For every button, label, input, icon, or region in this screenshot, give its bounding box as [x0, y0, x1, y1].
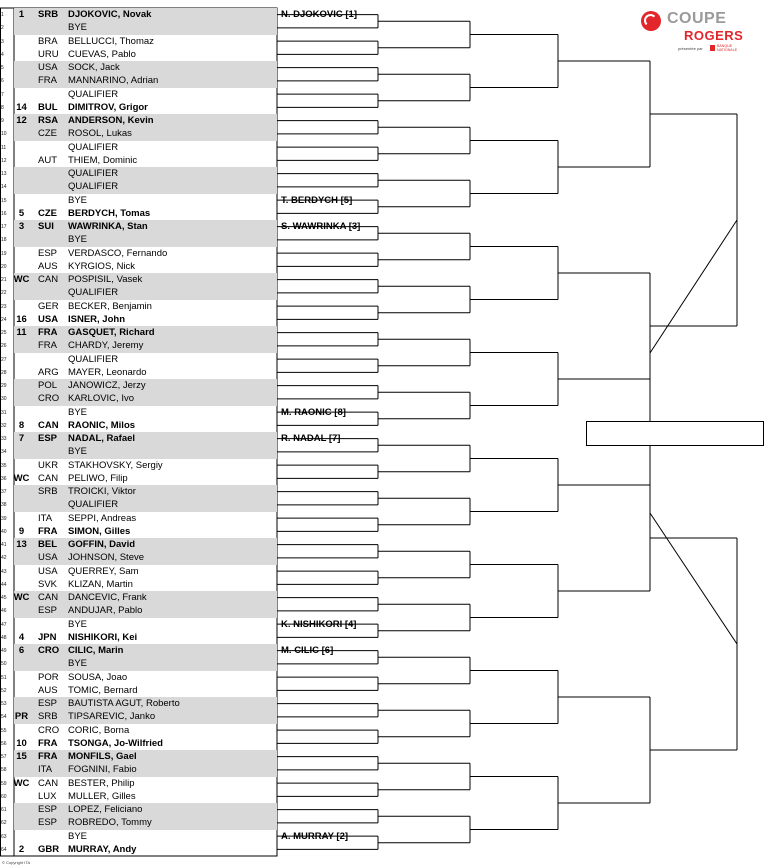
row-shading — [14, 180, 277, 193]
player-name: QUALIFIER — [68, 499, 119, 511]
final-line — [650, 220, 737, 353]
draw-entry-row — [0, 48, 277, 61]
tennis-ball-icon — [641, 11, 661, 31]
player-name: KLIZAN, Martin — [68, 578, 133, 590]
player-name: QUALIFIER — [68, 287, 119, 299]
draw-position: 61 — [1, 807, 7, 813]
draw-position: 10 — [1, 131, 7, 138]
draw-entry-row — [0, 167, 277, 180]
country-code: GER — [38, 300, 59, 312]
draw-entry-row — [0, 485, 277, 498]
row-shading — [14, 233, 277, 246]
player-name: BYE — [68, 194, 88, 206]
draw-position: 53 — [1, 701, 7, 707]
country-code: CZE — [38, 207, 57, 219]
player-name: DIMITROV, Grigor — [68, 101, 148, 113]
draw-position: 27 — [1, 356, 7, 363]
country-code: SRB — [38, 9, 59, 20]
draw-position: 25 — [1, 330, 7, 336]
draw-entry-row — [0, 830, 277, 843]
seed: 16 — [16, 313, 27, 325]
draw-entry-row — [0, 724, 277, 737]
player-name: GASQUET, Richard — [68, 327, 155, 338]
draw-entry-row — [0, 61, 277, 74]
player-name: QUERREY, Sam — [68, 565, 139, 577]
country-code: JPN — [38, 631, 57, 643]
seed: PR — [14, 711, 29, 723]
player-name: SOCK, Jack — [68, 62, 120, 73]
draw-position: 34 — [1, 449, 7, 456]
draw-entry-row — [0, 604, 277, 617]
player-name: QUALIFIER — [68, 88, 119, 100]
player-name: SOUSA, Joao — [68, 671, 128, 683]
draw-position: 1 — [1, 12, 4, 18]
draw-entry-row — [0, 101, 277, 114]
draw-entry-row — [0, 565, 277, 578]
draw-entry-row — [0, 578, 277, 591]
player-name: MANNARINO, Adrian — [68, 75, 159, 87]
draw-entry-row — [0, 459, 277, 472]
draw-entry-row — [0, 233, 277, 246]
country-code: CAN — [38, 592, 59, 603]
player-name: POSPISIL, Vasek — [68, 274, 143, 285]
draw-position: 21 — [1, 277, 7, 283]
country-code: FRA — [38, 327, 58, 338]
player-name: ROBREDO, Tommy — [68, 817, 152, 829]
country-code: USA — [38, 313, 59, 325]
draw-position: 64 — [1, 846, 7, 853]
player-name: QUALIFIER — [68, 168, 119, 179]
draw-entry-row — [0, 313, 277, 326]
quarterfinalist-label: K. NISHIKORI [4] — [281, 618, 357, 630]
player-name: TSONGA, Jo-Wilfried — [68, 737, 163, 749]
draw-entry-row — [0, 88, 277, 101]
player-name: NISHIKORI, Kei — [68, 631, 138, 643]
country-code: BRA — [38, 35, 58, 47]
player-name: RAONIC, Milos — [68, 419, 136, 431]
player-name: THIEM, Dominic — [68, 154, 138, 166]
seed: 13 — [16, 539, 27, 550]
seed: 4 — [18, 631, 25, 643]
draw-position: 50 — [1, 661, 7, 668]
draw-entry-row — [0, 777, 277, 790]
draw-entry-row — [0, 194, 277, 207]
draw-entry-row — [0, 300, 277, 313]
country-code: FRA — [38, 525, 58, 537]
country-code: BEL — [38, 539, 57, 550]
draw-position: 29 — [1, 383, 7, 389]
seed: 15 — [16, 751, 27, 762]
country-code: AUS — [38, 684, 58, 696]
country-code: SRB — [38, 486, 58, 497]
draw-entry-row — [0, 432, 277, 445]
country-code: FRA — [38, 340, 57, 352]
draw-position: 19 — [1, 250, 7, 257]
row-shading — [14, 167, 277, 180]
player-name: NADAL, Rafael — [68, 433, 136, 444]
row-shading — [14, 286, 277, 299]
country-code: USA — [38, 565, 58, 577]
country-code: CAN — [38, 777, 59, 789]
quarterfinalist-label: M. CILIC [6] — [281, 645, 334, 656]
seed: 11 — [16, 327, 27, 338]
draw-entry-row — [0, 127, 277, 140]
quarterfinalist-label: N. DJOKOVIC [1] — [281, 9, 358, 20]
country-code: CAN — [38, 472, 59, 484]
country-code: ESP — [38, 804, 58, 815]
player-name: CILIC, Marin — [68, 645, 124, 656]
country-code: CRO — [38, 393, 60, 405]
country-code: AUS — [38, 260, 58, 272]
player-name: MULLER, Gilles — [68, 790, 136, 802]
draw-position: 48 — [1, 634, 7, 641]
draw-entry-row — [0, 74, 277, 87]
draw-position: 43 — [1, 568, 7, 575]
draw-entry-row — [0, 247, 277, 260]
country-code: RSA — [38, 115, 59, 126]
player-name: ROSOL, Lukas — [68, 128, 132, 140]
draw-entry-row — [0, 326, 277, 339]
player-name: TROICKI, Viktor — [68, 486, 136, 497]
draw-position: 9 — [1, 118, 4, 124]
draw-position: 23 — [1, 303, 7, 310]
player-name: PELIWO, Filip — [68, 472, 128, 484]
draw-entry-row — [0, 220, 277, 233]
country-code: CAN — [38, 419, 59, 431]
player-name: MONFILS, Gael — [68, 751, 137, 762]
draw-entry-row — [0, 591, 277, 604]
draw-entry-row — [0, 207, 277, 220]
draw-position: 5 — [1, 65, 4, 71]
draw-entry-row — [0, 498, 277, 511]
draw-entry-row — [0, 790, 277, 803]
seed: 5 — [18, 207, 25, 219]
country-code: SRB — [38, 711, 58, 723]
draw-position: 58 — [1, 767, 7, 774]
logo-line-2: ROGERS — [684, 28, 744, 43]
country-code: ESP — [38, 817, 58, 829]
logo-line-1: COUPE — [667, 10, 727, 27]
draw-position: 56 — [1, 740, 7, 747]
draw-position: 59 — [1, 780, 7, 787]
player-name: QUALIFIER — [68, 181, 119, 193]
draw-entry-row — [0, 671, 277, 684]
quarterfinalist-label: M. RAONIC [8] — [281, 406, 346, 418]
seed: 6 — [18, 645, 25, 656]
draw-entry-row — [0, 260, 277, 273]
draw-position: 16 — [1, 210, 7, 217]
draw-position: 45 — [1, 595, 7, 601]
country-code: CRO — [38, 645, 60, 656]
draw-position: 46 — [1, 608, 7, 615]
seed: 14 — [16, 101, 27, 113]
player-name: JOHNSON, Steve — [68, 552, 145, 564]
draw-entry-row — [0, 631, 277, 644]
quarterfinalist-label: S. WAWRINKA [3] — [281, 221, 361, 232]
seed: WC — [13, 274, 30, 285]
country-code: FRA — [38, 737, 58, 749]
country-code: SVK — [38, 578, 58, 590]
draw-position: 35 — [1, 462, 7, 469]
draw-position: 38 — [1, 502, 7, 509]
draw-position: 40 — [1, 528, 7, 535]
country-code: SUI — [38, 221, 54, 232]
draw-entry-row — [0, 737, 277, 750]
player-name: STAKHOVSKY, Sergiy — [68, 459, 163, 471]
player-name: DJOKOVIC, Novak — [68, 9, 152, 20]
draw-position: 36 — [1, 475, 7, 482]
bank-flag-icon — [710, 45, 715, 51]
player-name: GOFFIN, David — [68, 539, 136, 550]
player-name: ANDUJAR, Pablo — [68, 605, 143, 617]
draw-position: 51 — [1, 674, 7, 681]
player-name: CUEVAS, Pablo — [68, 48, 136, 60]
row-shading — [14, 657, 277, 670]
seed: 8 — [18, 419, 25, 431]
quarterfinalist-label: T. BERDYCH [5] — [281, 194, 353, 206]
player-name: BESTER, Philip — [68, 777, 135, 789]
player-name: BYE — [68, 618, 88, 630]
player-name: SEPPI, Andreas — [68, 512, 137, 524]
draw-entry-row — [0, 286, 277, 299]
draw-position: 6 — [1, 78, 4, 85]
draw-entry-row — [0, 618, 277, 631]
row-shading — [14, 445, 277, 458]
draw-position: 2 — [1, 25, 4, 32]
quarterfinalist-label: R. NADAL [7] — [281, 433, 341, 444]
draw-entry-row — [0, 525, 277, 538]
country-code: USA — [38, 62, 58, 73]
draw-position: 54 — [1, 714, 7, 721]
draw-position: 60 — [1, 793, 7, 800]
country-code: POR — [38, 671, 59, 683]
player-name: QUALIFIER — [68, 141, 119, 153]
player-name: BYE — [68, 446, 88, 458]
country-code: CZE — [38, 128, 57, 140]
seed: WC — [13, 472, 30, 484]
country-code: FRA — [38, 75, 57, 87]
draw-position: 37 — [1, 489, 7, 495]
draw-position: 20 — [1, 263, 7, 270]
draw-entry-row — [0, 472, 277, 485]
draw-position: 14 — [1, 184, 7, 191]
draw-entry-row — [0, 180, 277, 193]
player-name: JANOWICZ, Jerzy — [68, 380, 146, 391]
draw-entry-row — [0, 21, 277, 34]
draw-position: 52 — [1, 687, 7, 694]
draw-position: 3 — [1, 38, 4, 45]
seed: 9 — [18, 525, 25, 537]
draw-entry-row — [0, 35, 277, 48]
country-code: UKR — [38, 459, 59, 471]
row-shading — [14, 21, 277, 34]
quarterfinalist-label: A. MURRAY [2] — [281, 830, 349, 842]
draw-entry-row — [0, 750, 277, 763]
player-name: CHARDY, Jeremy — [68, 340, 144, 352]
seed: 3 — [18, 221, 25, 232]
draw-entry-row — [0, 154, 277, 167]
country-code: CRO — [38, 724, 60, 736]
player-name: KYRGIOS, Nick — [68, 260, 136, 272]
draw-position: 26 — [1, 343, 7, 350]
logo-presented: présentée par — [678, 46, 703, 51]
player-name: ISNER, John — [68, 313, 126, 325]
draw-entry-row — [0, 538, 277, 551]
country-code: CAN — [38, 274, 59, 285]
draw-position: 7 — [1, 91, 4, 98]
draw-position: 63 — [1, 833, 7, 840]
player-name: MAYER, Leonardo — [68, 366, 147, 378]
player-name: CORIC, Borna — [68, 724, 130, 736]
player-name: BERDYCH, Tomas — [68, 207, 151, 219]
player-name: BYE — [68, 406, 88, 418]
draw-entry-row — [0, 273, 277, 286]
draw-position: 22 — [1, 290, 7, 297]
country-code: ARG — [38, 366, 59, 378]
draw-entry-row — [0, 644, 277, 657]
draw-entry-row — [0, 816, 277, 829]
draw-position: 32 — [1, 422, 7, 429]
draw-position: 57 — [1, 754, 7, 760]
draw-position: 44 — [1, 581, 7, 588]
logo-bank: BANQUE NATIONALE — [717, 44, 738, 52]
player-name: TOMIC, Bernard — [68, 684, 138, 696]
draw-entry-row — [0, 366, 277, 379]
champion-box — [586, 421, 764, 446]
draw-entry-row — [0, 843, 277, 856]
draw-position: 4 — [1, 51, 4, 58]
player-name: BYE — [68, 830, 88, 842]
draw-entry-row — [0, 392, 277, 405]
seed: WC — [13, 592, 30, 603]
draw-position: 62 — [1, 820, 7, 827]
seed: 2 — [18, 843, 25, 855]
draw-entry-row — [0, 379, 277, 392]
player-name: BYE — [68, 234, 88, 246]
country-code: GBR — [38, 843, 60, 855]
draw-position: 28 — [1, 369, 7, 376]
country-code: ITA — [38, 764, 53, 776]
draw-position: 42 — [1, 555, 7, 562]
draw-position: 49 — [1, 648, 7, 654]
seed: 10 — [16, 737, 27, 749]
draw-position: 24 — [1, 316, 7, 323]
player-name: BYE — [68, 22, 88, 34]
player-name: BECKER, Benjamin — [68, 300, 152, 312]
draw-entry-row — [0, 406, 277, 419]
draw-entry-row — [0, 684, 277, 697]
draw-position: 17 — [1, 224, 7, 230]
draw-entry-row — [0, 114, 277, 127]
player-name: MURRAY, Andy — [68, 843, 137, 855]
player-name: ANDERSON, Kevin — [68, 115, 154, 126]
player-name: LOPEZ, Feliciano — [68, 804, 143, 815]
country-code: USA — [38, 552, 58, 564]
draw-position: 18 — [1, 237, 7, 244]
player-name: TIPSAREVIC, Janko — [68, 711, 156, 723]
draw-entry-row — [0, 763, 277, 776]
seed: WC — [13, 777, 30, 789]
player-name: SIMON, Gilles — [68, 525, 131, 537]
draw-entry-row — [0, 697, 277, 710]
country-code: URU — [38, 48, 59, 60]
player-name: QUALIFIER — [68, 353, 119, 365]
draw-entry-row — [0, 657, 277, 670]
draw-position: 11 — [1, 144, 7, 151]
draw-position: 41 — [1, 542, 7, 548]
row-shading — [14, 498, 277, 511]
country-code: ESP — [38, 433, 58, 444]
player-name: KARLOVIC, Ivo — [68, 393, 134, 405]
coupe-rogers-logo — [640, 8, 760, 60]
country-code: ESP — [38, 698, 58, 709]
draw-entry-row — [0, 512, 277, 525]
country-code: FRA — [38, 751, 58, 762]
player-name: DANCEVIC, Frank — [68, 592, 147, 603]
draw-entry-row — [0, 353, 277, 366]
country-code: ITA — [38, 512, 53, 524]
country-code: ESP — [38, 247, 58, 259]
player-name: BYE — [68, 658, 88, 670]
draw-position: 33 — [1, 436, 7, 442]
draw-entry-row — [0, 803, 277, 816]
seed: 1 — [18, 9, 25, 20]
player-name: VERDASCO, Fernando — [68, 247, 168, 259]
final-line — [650, 513, 737, 644]
player-name: FOGNINI, Fabio — [68, 764, 137, 776]
draw-position: 8 — [1, 104, 4, 111]
country-code: ESP — [38, 605, 58, 617]
copyright-footer: © Copyright ITA — [2, 860, 31, 865]
draw-entry-row — [0, 8, 277, 21]
country-code: POL — [38, 380, 58, 391]
country-code: AUT — [38, 154, 57, 166]
draw-position: 13 — [1, 171, 7, 177]
draw-position: 47 — [1, 621, 7, 628]
draw-entry-row — [0, 551, 277, 564]
player-name: BAUTISTA AGUT, Roberto — [68, 698, 180, 709]
draw-entry-row — [0, 445, 277, 458]
draw-position: 12 — [1, 157, 7, 164]
player-name: WAWRINKA, Stan — [68, 221, 148, 232]
draw-position: 30 — [1, 396, 7, 403]
draw-position: 31 — [1, 409, 7, 416]
draw-position: 15 — [1, 197, 7, 204]
draw-entry-row — [0, 339, 277, 352]
draw-entry-row — [0, 419, 277, 432]
player-name: BELLUCCI, Thomaz — [68, 35, 154, 47]
draw-entry-row — [0, 141, 277, 154]
seed: 12 — [16, 115, 27, 126]
draw-entry-row — [0, 710, 277, 723]
seed: 7 — [18, 433, 25, 444]
country-code: BUL — [38, 101, 58, 113]
draw-position: 39 — [1, 515, 7, 522]
country-code: LUX — [38, 790, 57, 802]
draw-position: 55 — [1, 727, 7, 734]
